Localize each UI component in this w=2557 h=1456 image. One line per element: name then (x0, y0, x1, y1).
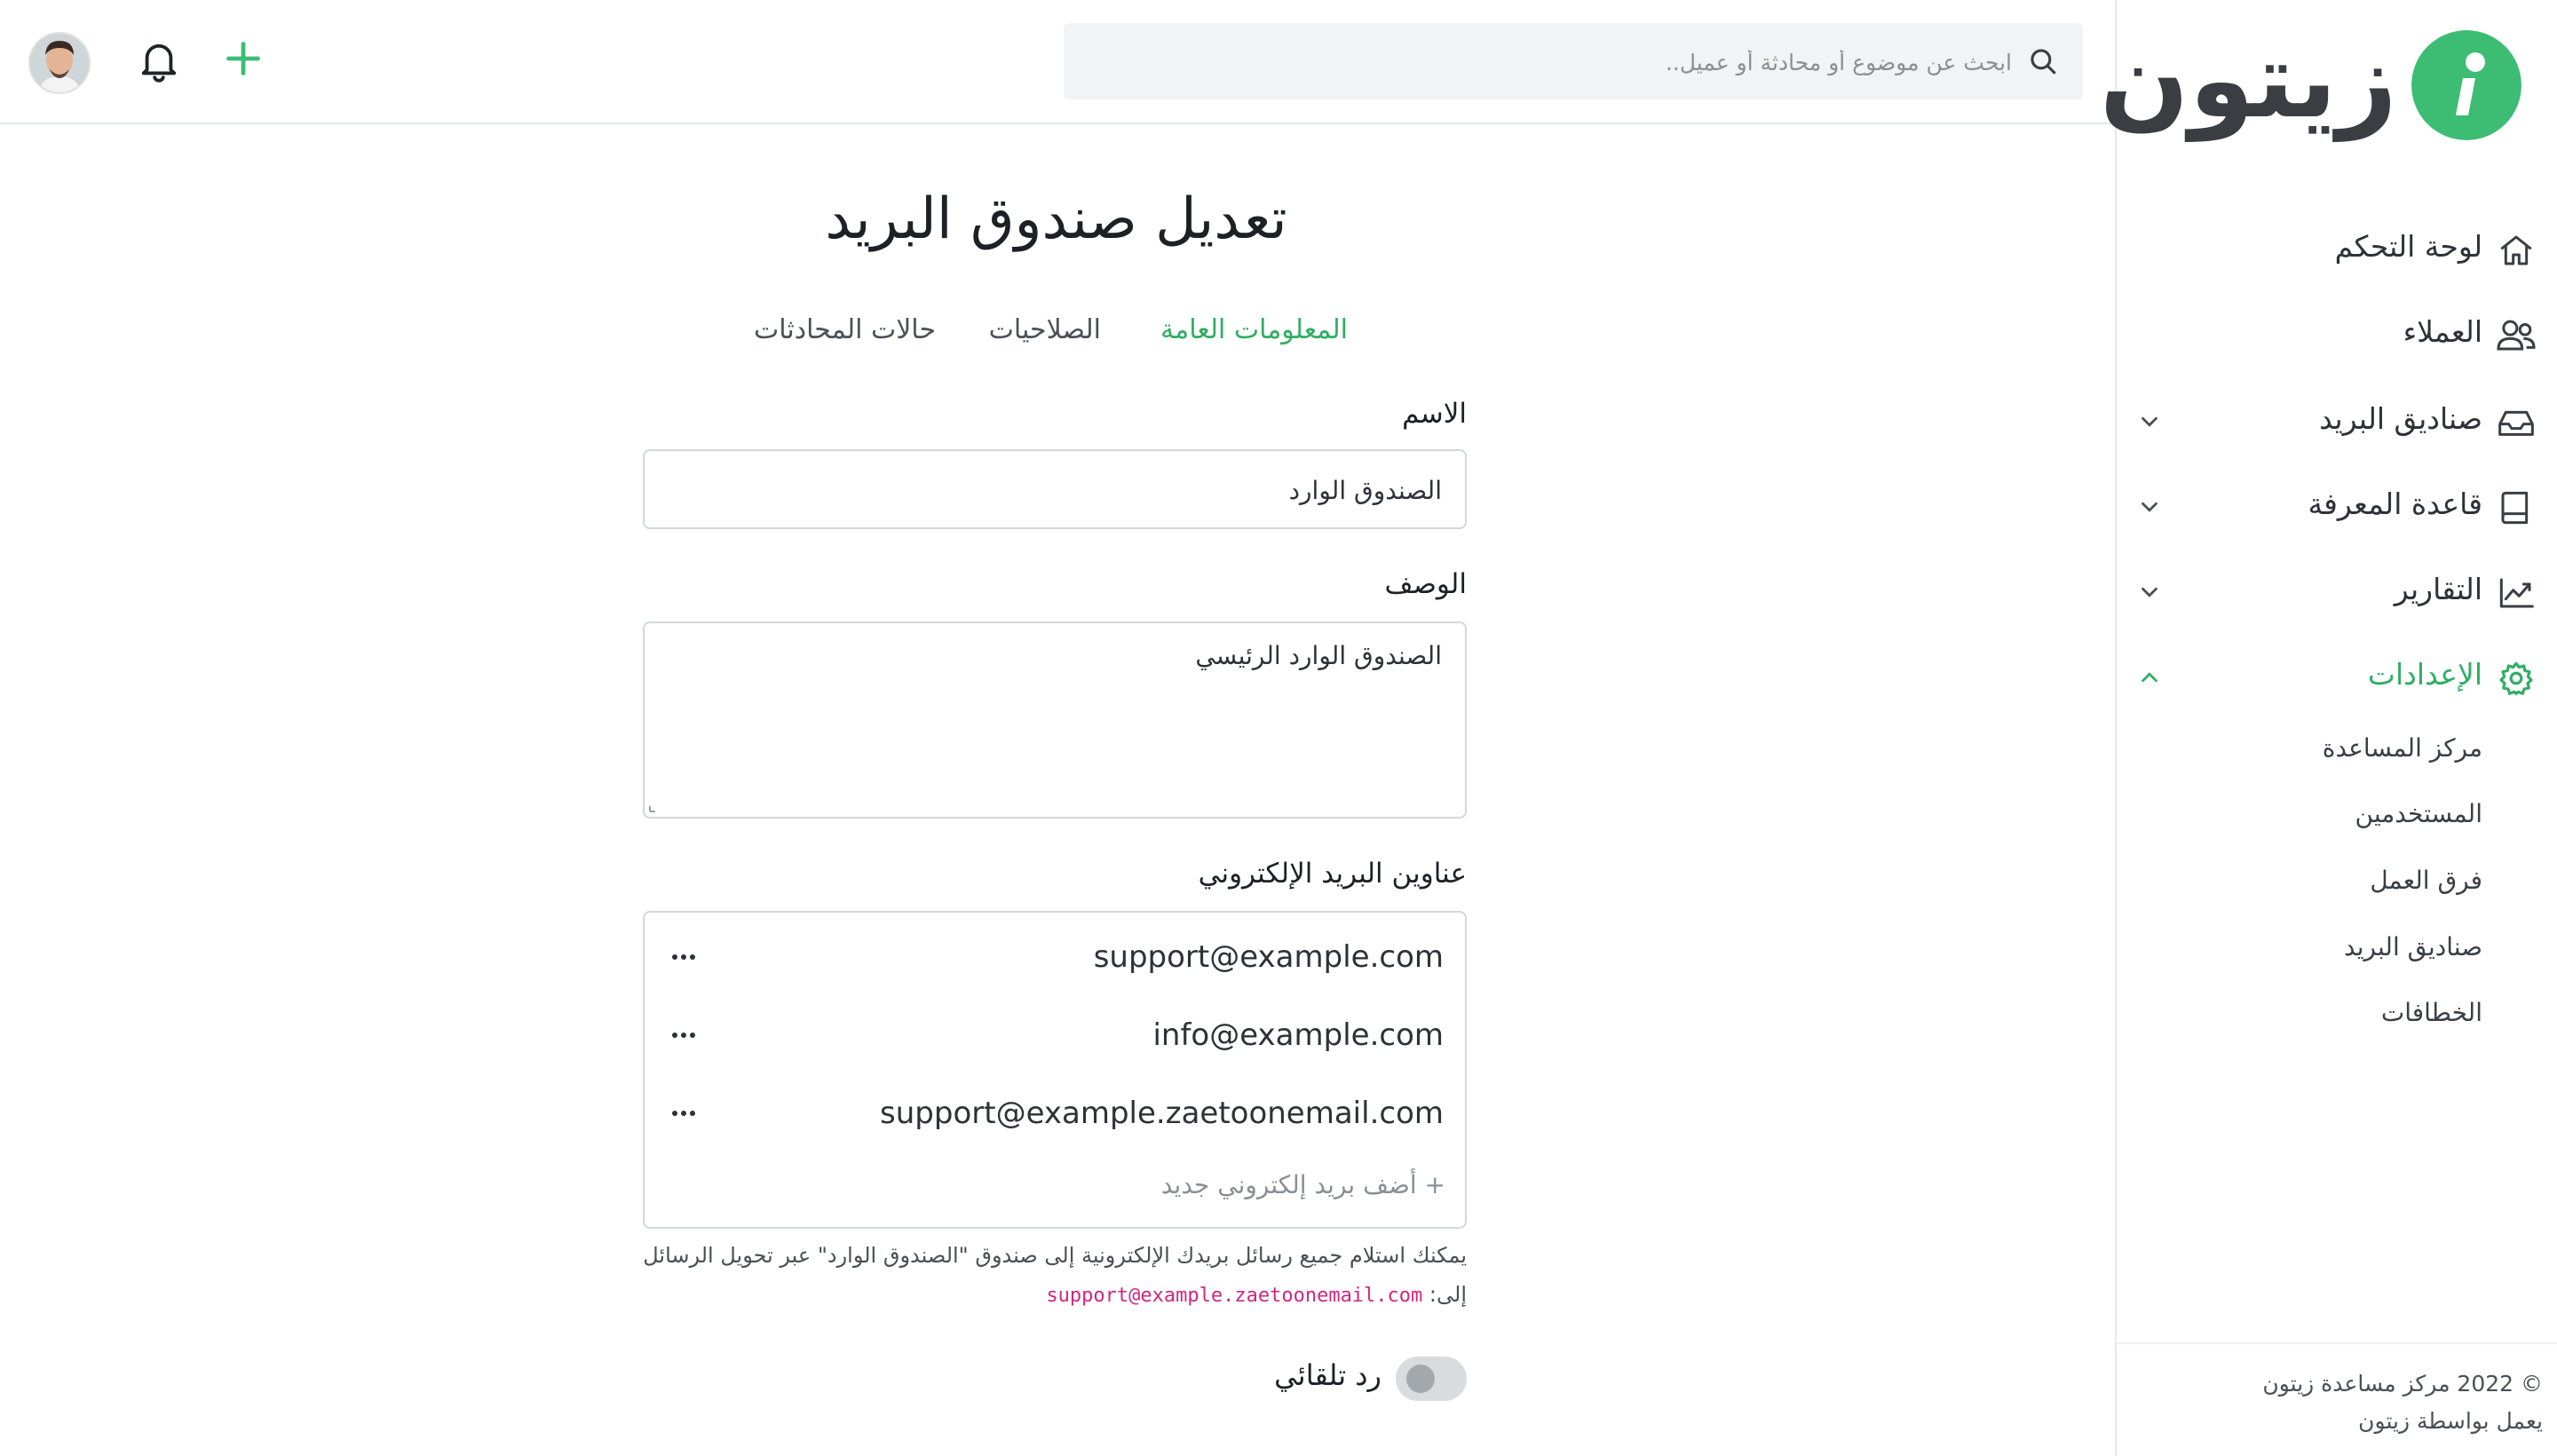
sidebar-subitem-users[interactable]: المستخدمين (2355, 799, 2482, 828)
description-textarea[interactable] (677, 639, 1444, 803)
forwarding-help-text (643, 1236, 1467, 1316)
chevron-down-icon[interactable] (2136, 494, 2163, 520)
sidebar-item-settings[interactable] (2117, 645, 2557, 710)
chevron-down-icon[interactable] (2136, 579, 2163, 605)
sidebar-item-label: التقارير (2394, 572, 2482, 606)
tab-permissions[interactable]: الصلاحيات (988, 314, 1101, 345)
book-icon (2493, 490, 2539, 526)
sidebar-subitem-help-center[interactable]: مركز المساعدة (2322, 733, 2482, 763)
email-row (662, 930, 1444, 984)
email-address: support@example.com (1093, 939, 1444, 975)
sidebar-subitem-mailboxes[interactable]: صناديق البريد (2344, 932, 2482, 961)
sidebar-item-customers[interactable] (2117, 302, 2557, 368)
users-icon (2493, 318, 2539, 353)
brand-name: زيتون (2099, 19, 2397, 141)
resize-handle-icon[interactable] (648, 801, 661, 813)
bell-icon[interactable] (139, 39, 179, 83)
more-options-icon[interactable] (666, 1026, 701, 1044)
tab-general-info[interactable]: المعلومات العامة (1160, 314, 1348, 345)
email-addresses-list (643, 911, 1467, 1229)
sidebar-item-label: صناديق البريد (2319, 401, 2482, 436)
forwarding-address: support@example.zaetoonemail.com (1046, 1285, 1423, 1307)
page-title: تعديل صندوق البريد (825, 186, 1287, 252)
name-field-label: الاسم (1402, 398, 1467, 430)
sidebar-item-mailboxes[interactable] (2117, 389, 2557, 455)
brand-logo-icon (2411, 30, 2521, 140)
sidebar-item-label: العملاء (2403, 314, 2482, 349)
email-address: info@example.com (1152, 1017, 1444, 1053)
toggle-knob (1406, 1365, 1435, 1393)
add-email-button[interactable]: + أضف بريد إلكتروني جديد (1160, 1170, 1445, 1199)
sidebar (2099, 0, 2557, 1456)
more-options-icon[interactable] (666, 1104, 701, 1122)
name-field[interactable] (643, 449, 1467, 529)
sidebar-item-dashboard[interactable] (2117, 217, 2557, 282)
sidebar-item-label: لوحة التحكم (2334, 229, 2482, 264)
more-options-icon[interactable] (666, 948, 701, 966)
description-field[interactable] (643, 621, 1467, 819)
emails-field-label: عناوين البريد الإلكتروني (1198, 858, 1467, 890)
sidebar-subitem-teams[interactable]: فرق العمل (2370, 866, 2482, 895)
chevron-up-icon[interactable] (2136, 664, 2163, 691)
email-row (662, 1087, 1444, 1140)
sidebar-item-reports[interactable] (2117, 559, 2557, 625)
search-input[interactable] (1104, 23, 2014, 101)
sidebar-footer-powered-by: يعمل بواسطة زيتون (2358, 1408, 2543, 1434)
email-row (662, 1009, 1444, 1062)
home-icon (2493, 233, 2539, 268)
search-icon (2028, 46, 2058, 76)
gear-icon (2493, 661, 2539, 696)
sidebar-item-label: قاعدة المعرفة (2308, 487, 2482, 521)
top-bar (0, 0, 2112, 124)
avatar[interactable] (28, 32, 91, 94)
chart-icon (2493, 575, 2539, 611)
auto-reply-label: رد تلقائي (1274, 1358, 1381, 1392)
chevron-down-icon[interactable] (2136, 408, 2163, 435)
brand-logo[interactable] (2099, 19, 2521, 144)
forwarding-help-message: يمكنك استلام جميع رسائل بريدك الإلكترونية إلى صندوق "الصندوق الوارد" عبر تحويل الرسائل إلى: (643, 1243, 1467, 1307)
tab-conversation-statuses[interactable]: حالات المحادثات (754, 314, 936, 345)
sidebar-footer-copyright: © 2022 مركز مساعدة زيتون (2262, 1371, 2543, 1397)
email-address: support@example.zaetoonemail.com (880, 1096, 1444, 1131)
auto-reply-toggle[interactable] (1396, 1357, 1467, 1401)
name-input[interactable] (677, 451, 1444, 529)
sidebar-item-knowledge-base[interactable] (2117, 474, 2557, 540)
sidebar-item-label: الإعدادات (2367, 657, 2482, 692)
search-bar[interactable] (1064, 23, 2083, 99)
description-field-label: الوصف (1384, 568, 1467, 600)
user-avatar-icon (30, 34, 89, 92)
sidebar-subitem-webhooks[interactable]: الخطافات (2380, 998, 2482, 1027)
create-new-icon[interactable] (224, 39, 263, 78)
inbox-icon (2493, 405, 2539, 440)
sidebar-footer-divider (2117, 1342, 2557, 1344)
